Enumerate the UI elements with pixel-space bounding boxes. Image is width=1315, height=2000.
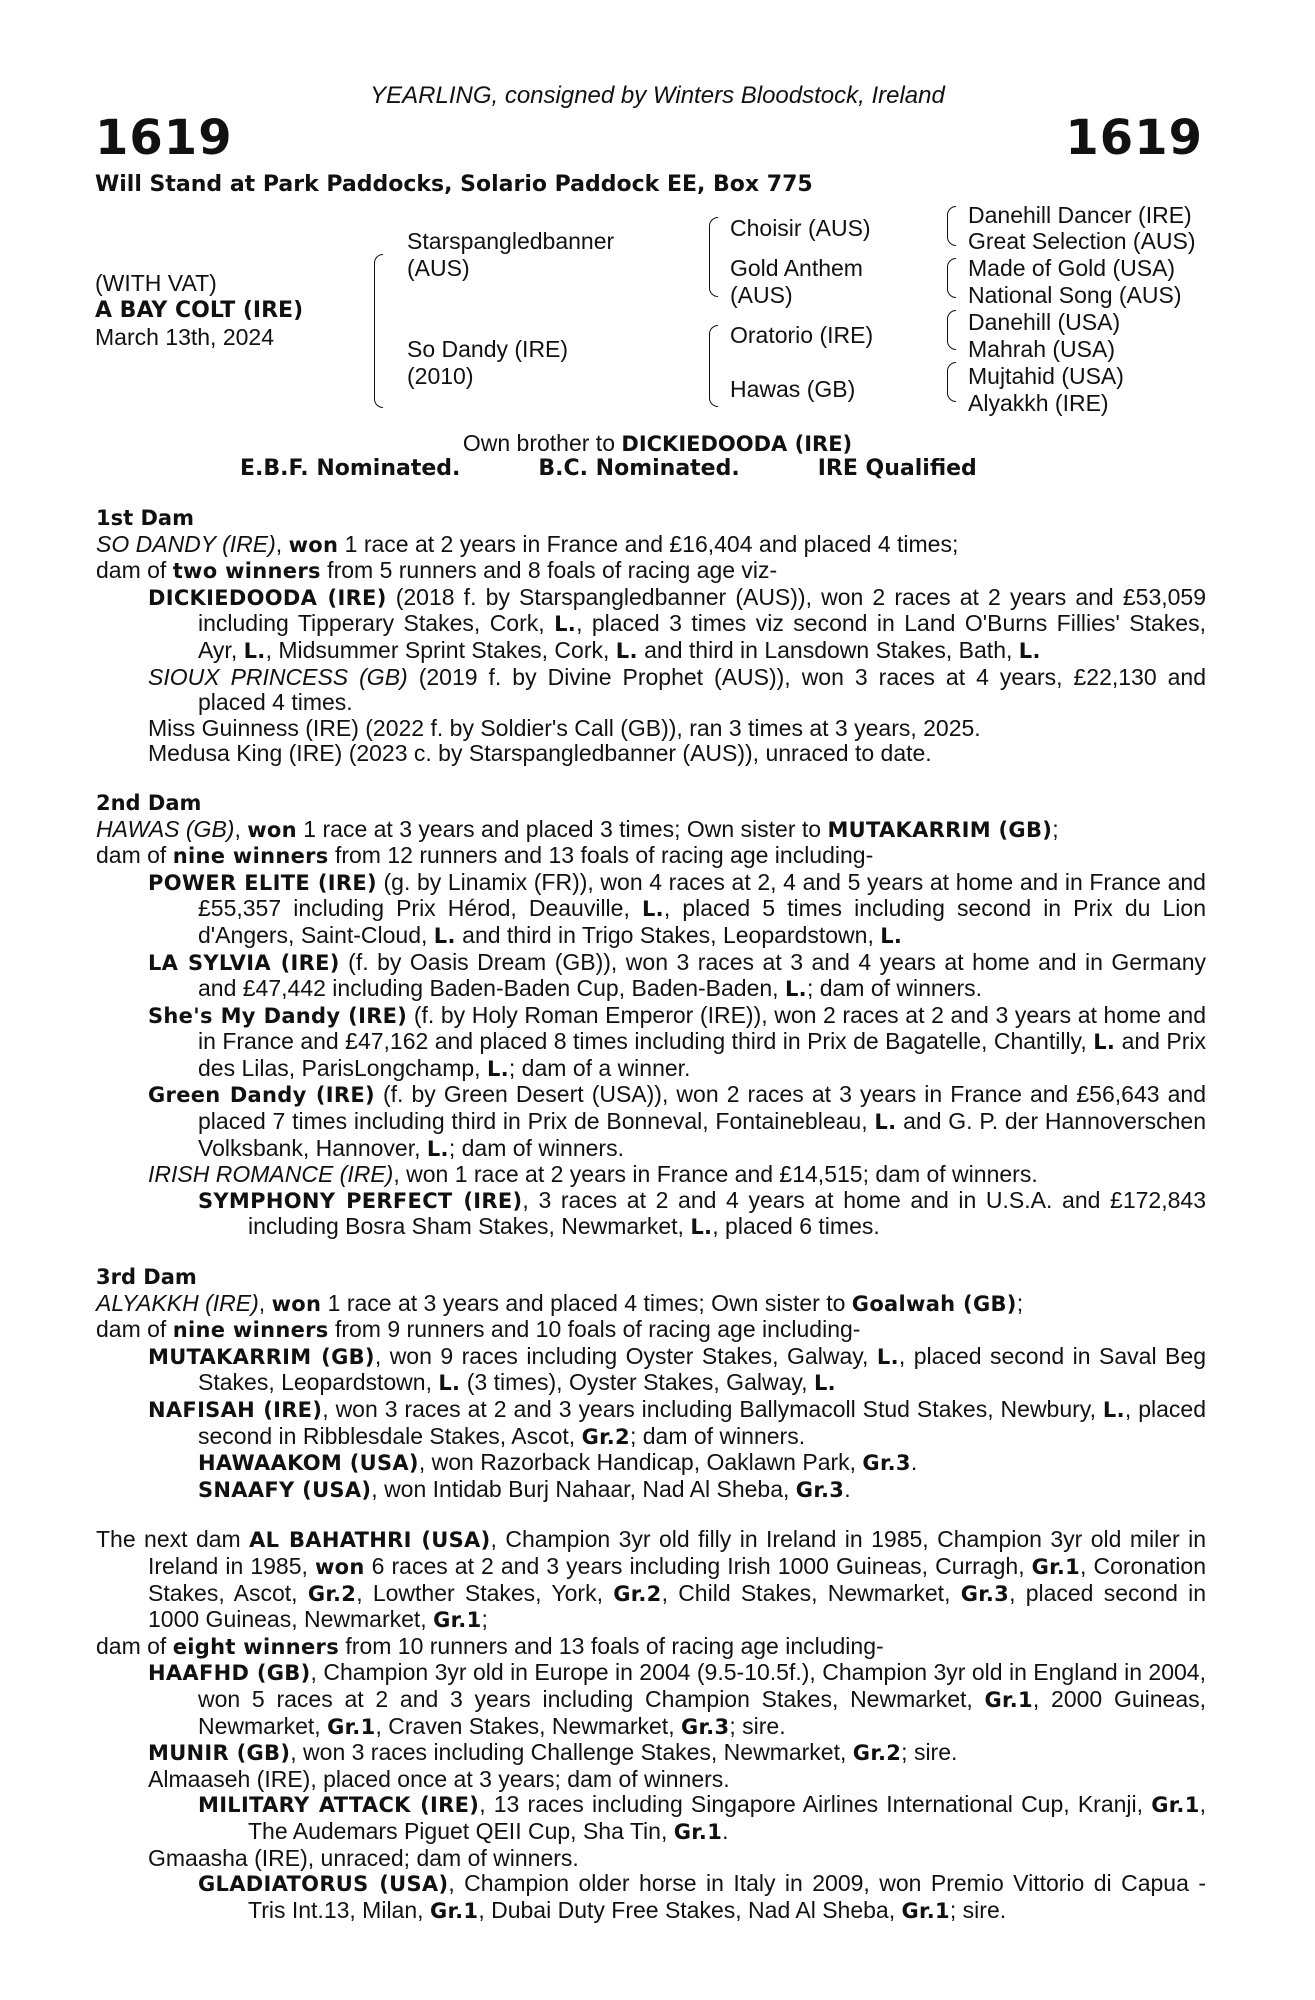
pedigree-sire-dam: Gold Anthem <box>730 255 863 281</box>
third-dam-record: ALYAKKH (IRE), won 1 race at 3 years and placed 4 times; Own sister to Goalwah (GB); <box>96 1289 1024 1316</box>
list-item: HAAFHD (GB), Champion 3yr old in Europe in 2004 (9.5-10.5f.), Champion 3yr old in England in 2004, won 5 races at 2 and 3 years including Champion Stakes, Newmarket, Gr.1, 2000 Guineas, Newmarket, Gr.1, Craven Stakes, Newmarket, Gr.3; sire. <box>148 1659 1206 1739</box>
pedigree-g4-2: Great Selection (AUS) <box>968 228 1196 254</box>
nominations <box>240 456 1055 481</box>
list-item: Green Dandy (IRE) (f. by Green Desert (USA)), won 2 races at 3 years in France and £56,643 and placed 7 times including third in Prix de Bonneval, Fontainebleau, L. and G. P. der Hannoverschen Volksbank, Hannover, L.; dam of winners. <box>148 1081 1207 1161</box>
list-item: Gmaasha (IRE), unraced; dam of winners. <box>148 1844 579 1871</box>
list-item: MILITARY ATTACK (IRE), 13 races including Singapore Airlines International Cup, Kranji, Gr.1, The Audemars Piguet QEII Cup, Sha Tin, Gr.1. <box>198 1791 1206 1844</box>
pedigree-brace-main <box>374 254 383 408</box>
pedigree-brace-g4-4 <box>947 362 956 402</box>
list-item: IRISH ROMANCE (IRE), won 1 race at 2 years in France and £14,515; dam of winners. <box>148 1161 1038 1188</box>
second-dam-produce-summary: dam of nine winners from 12 runners and 13 foals of racing age including- <box>96 842 874 869</box>
list-item: MUTAKARRIM (GB), won 9 races including Oyster Stakes, Galway, L., placed second in Saval Beg Stakes, Leopardstown, L. (3 times), Oyster Stakes, Galway, L. <box>148 1342 1206 1396</box>
list-item: GLADIATORUS (USA), Champion older horse in Italy in 2009, won Premio Vittorio di Capua - Tris Int.13, Milan, Gr.1, Dubai Duty Free Stakes, Nad Al Sheba, Gr.1; sire. <box>198 1870 1206 1923</box>
pedigree-dam: So Dandy (IRE) <box>407 336 569 362</box>
foaling-date: March 13th, 2024 <box>95 324 275 350</box>
third-dam-produce-summary: dam of nine winners from 9 runners and 10 foals of racing age including- <box>96 1316 861 1343</box>
next-dam-produce-summary: dam of eight winners from 10 runners and 13 foals of racing age including- <box>96 1632 884 1659</box>
pedigree-brace-g4-1 <box>947 206 956 246</box>
second-dam-heading: 2nd Dam <box>96 790 202 815</box>
pedigree-sire-sire: Choisir (AUS) <box>730 215 871 241</box>
pedigree-sire-dam-country: (AUS) <box>730 282 793 308</box>
list-item: SNAAFY (USA), won Intidab Burj Nahaar, Nad Al Sheba, Gr.3. <box>198 1475 851 1502</box>
list-item: Almaaseh (IRE), placed once at 3 years; dam of winners. <box>148 1765 730 1792</box>
stand-location: Will Stand at Park Paddocks, Solario Paddock EE, Box 775 <box>95 172 813 197</box>
list-item: MUNIR (GB), won 3 races including Challenge Stakes, Newmarket, Gr.2; sire. <box>148 1739 958 1766</box>
pedigree-g4-4: National Song (AUS) <box>968 282 1182 308</box>
first-dam-heading: 1st Dam <box>96 506 194 530</box>
pedigree-brace-dam <box>709 325 718 407</box>
pedigree-g4-1: Danehill Dancer (IRE) <box>968 202 1192 228</box>
pedigree-sire-country: (AUS) <box>407 255 470 281</box>
catalogue-body <box>96 506 1206 1924</box>
pedigree-g4-8: Alyakkh (IRE) <box>968 390 1109 416</box>
list-item: NAFISAH (IRE), won 3 races at 2 and 3 years including Ballymacoll Stud Stakes, Newbury, L., placed second in Ribblesdale Stakes, Ascot, Gr.2; dam of winners. <box>148 1396 1206 1449</box>
list-item: SIOUX PRINCESS (GB) (2019 f. by Divine Prophet (AUS)), won 3 races at 4 years, £22,130 and placed 4 times. <box>148 663 1206 716</box>
third-dam-heading: 3rd Dam <box>96 1265 197 1290</box>
consignment-line: YEARLING, consigned by Winters Bloodstock, Ireland <box>370 82 945 109</box>
list-item: POWER ELITE (IRE) (g. by Linamix (FR)), won 4 races at 2, 4 and 5 years at home and in France and £55,357 including Prix Hérod, Deauville, L., placed 5 times including second in Prix du Lion d'Angers, Saint-Cloud, L. and third in Trigo Stakes, Leopardstown, L. <box>148 868 1206 948</box>
list-item: HAWAAKOM (USA), won Razorback Handicap, Oaklawn Park, Gr.3. <box>198 1449 918 1476</box>
pedigree-dam-sire: Oratorio (IRE) <box>730 322 874 348</box>
pedigree-brace-g4-2 <box>947 258 956 298</box>
lot-number-left: 1619 <box>95 110 233 166</box>
horse-name: A BAY COLT (IRE) <box>95 298 304 323</box>
lot-number-right: 1619 <box>1065 110 1203 166</box>
list-item: DICKIEDOODA (IRE) (2018 f. by Starspangledbanner (AUS)), won 2 races at 2 years and £53,059 including Tipperary Stakes, Cork, L., placed 3 times viz second in Land O'Burns Fillies' Stakes, Ayr, L., Midsummer Sprint Stakes, Cork, L. and third in Lansdown Stakes, Bath, L. <box>148 583 1206 663</box>
list-item: SYMPHONY PERFECT (IRE), 3 races at 2 and 4 years at home and in U.S.A. and £172,843 including Bosra Sham Stakes, Newmarket, L., placed 6 times. <box>198 1186 1206 1240</box>
first-dam-produce-summary: dam of two winners from 5 runners and 8 foals of racing age viz- <box>96 557 778 584</box>
pedigree-g4-7: Mujtahid (USA) <box>968 363 1124 389</box>
pedigree-sire: Starspangledbanner <box>407 228 615 254</box>
ire-qualified: IRE Qualified <box>817 456 977 481</box>
list-item: Miss Guinness (IRE) (2022 f. by Soldier's Call (GB)), ran 3 times at 3 years, 2025. <box>148 714 981 741</box>
list-item: She's My Dandy (IRE) (f. by Holy Roman Emperor (IRE)), won 2 races at 2 and 3 years at home and in France and £47,162 and placed 8 times including third in Prix de Bagatelle, Chantilly, L. and Prix des Lilas, ParisLongchamp, L.; dam of a winner. <box>148 1001 1207 1081</box>
pedigree-dam-dam: Hawas (GB) <box>730 376 856 402</box>
next-dam-record: The next dam AL BAHATHRI (USA), Champion 3yr old filly in Ireland in 1985, Champion 3yr old miler in Ireland in 1985, won 6 races at 2 and 3 years including Irish 1000 Guineas, Curragh, Gr.1, Coronation Stakes, Ascot, Gr.2, Lowther Stakes, York, Gr.2, Child Stakes, Newmarket, Gr.3, placed second in 1000 Guineas, Newmarket, Gr.1; <box>96 1526 1206 1633</box>
bc-nominated: B.C. Nominated. <box>538 456 740 481</box>
pedigree-g4-5: Danehill (USA) <box>968 309 1121 335</box>
pedigree-g4-6: Mahrah (USA) <box>968 336 1115 362</box>
pedigree-brace-g4-3 <box>947 310 956 350</box>
first-dam-record: SO DANDY (IRE), won 1 race at 2 years in France and £16,404 and placed 4 times; <box>96 530 959 557</box>
ebf-nominated: E.B.F. Nominated. <box>240 456 461 481</box>
pedigree-dam-year: (2010) <box>407 363 474 389</box>
vat-note: (WITH VAT) <box>95 270 217 296</box>
own-brother-line: Own brother to DICKIEDOODA (IRE) <box>462 430 853 456</box>
second-dam-record: HAWAS (GB), won 1 race at 3 years and placed 3 times; Own sister to MUTAKARRIM (GB); <box>96 815 1059 842</box>
pedigree-g4-3: Made of Gold (USA) <box>968 255 1176 281</box>
list-item: Medusa King (IRE) (2023 c. by Starspangledbanner (AUS)), unraced to date. <box>148 740 932 767</box>
list-item: LA SYLVIA (IRE) (f. by Oasis Dream (GB)), won 3 races at 3 and 4 years at home and in Germany and £47,442 including Baden-Baden Cup, Baden-Baden, L.; dam of winners. <box>148 948 1207 1002</box>
pedigree-brace-sire <box>709 217 718 297</box>
